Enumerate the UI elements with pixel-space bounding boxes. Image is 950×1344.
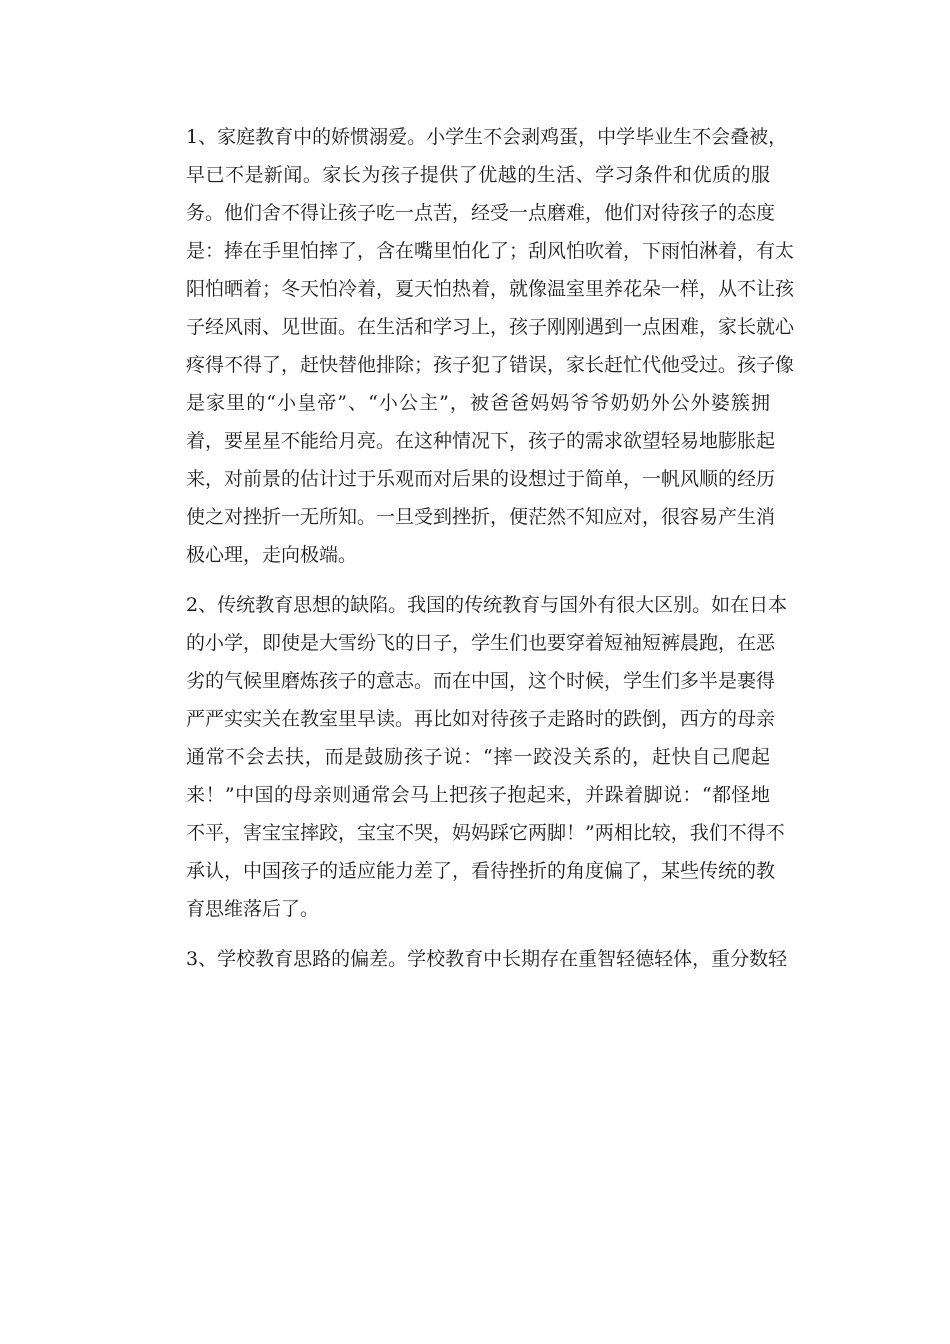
text-line: 阳怕晒着；冬天怕冷着，夏天怕热着，就像温室里养花朵一样，从不让孩: [186, 278, 795, 300]
text-line: 是家里的“小皇帝”、“小公主”，被爸爸妈妈爷爷奶奶外公外婆簇拥: [186, 392, 770, 414]
text-line: 使之对挫折一无所知。一旦受到挫折，便茫然不知应对，很容易产生消: [186, 506, 776, 528]
text-line: 劣的气候里磨炼孩子的意志。而在中国，这个时候，学生们多半是裹得: [186, 670, 776, 692]
text-line: 早已不是新闻。家长为孩子提供了优越的生活、学习条件和优质的服: [186, 164, 770, 186]
text-line: 极心理，走向极端。: [186, 544, 358, 566]
text-line: 严严实实关在教室里早读。再比如对待孩子走路时的跌倒，西方的母亲: [186, 708, 776, 730]
text-line: 疼得不得了，赶快替他排除；孩子犯了错误，家长赶忙代他受过。孩子像: [186, 354, 795, 376]
text-line: 不平，害宝宝摔跤，宝宝不哭，妈妈踩它两脚！”两相比较，我们不得不: [186, 822, 785, 844]
text-line: 2、传统教育思想的缺陷。我国的传统教育与国外有很大区别。如在日本: [186, 594, 788, 616]
text-line: 子经风雨、见世面。在生活和学习上，孩子刚刚遇到一点困难，家长就心: [186, 316, 795, 338]
text-line: 务。他们舍不得让孩子吃一点苦，经受一点磨难，他们对待孩子的态度: [186, 202, 776, 224]
text-line: 1、家庭教育中的娇惯溺爱。小学生不会剥鸡蛋，中学毕业生不会叠被，: [186, 126, 788, 148]
paragraph-3: [186, 940, 788, 978]
text-line: 是：捧在手里怕摔了，含在嘴里怕化了；刮风怕吹着，下雨怕淋着，有太: [186, 240, 795, 262]
text-line: 通常不会去扶，而是鼓励孩子说：“摔一跤没关系的，赶快自己爬起: [186, 746, 770, 768]
text-line: 来，对前景的估计过于乐观而对后果的设想过于简单，一帆风顺的经历: [186, 468, 776, 490]
text-line: 的小学，即使是大雪纷飞的日子，学生们也要穿着短袖短裤晨跑，在恶: [186, 632, 776, 654]
text-line: 育思维落后了。: [186, 898, 320, 920]
text-line: 着，要星星不能给月亮。在这种情况下，孩子的需求欲望轻易地膨胀起: [186, 430, 776, 452]
text-line: 来！”中国的母亲则通常会马上把孩子抱起来，并跺着脚说：“都怪地: [186, 784, 770, 806]
text-line: 承认，中国孩子的适应能力差了，看待挫折的角度偏了，某些传统的教: [186, 860, 776, 882]
paragraph-1: [186, 118, 795, 574]
document-body: [186, 118, 795, 990]
paragraph-2: [186, 586, 788, 928]
text-line: 3、学校教育思路的偏差。学校教育中长期存在重智轻德轻体，重分数轻: [186, 948, 788, 970]
